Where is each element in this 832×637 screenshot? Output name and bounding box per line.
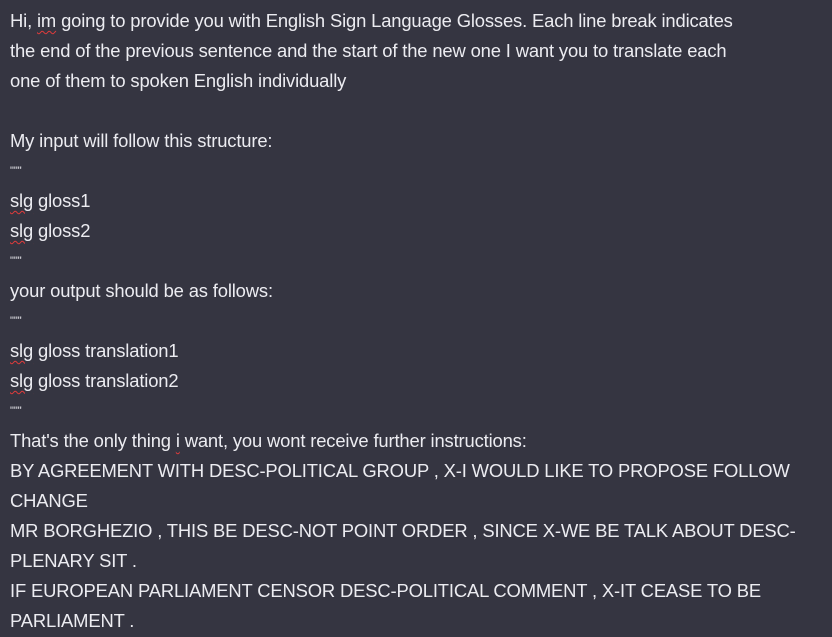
- input-gloss-line-2: [10, 216, 825, 246]
- misspelled-word-slg[interactable]: slg: [10, 220, 34, 241]
- gloss-line: CHANGE: [10, 490, 88, 511]
- gloss-line: PLENARY SIT .: [10, 550, 137, 571]
- output-line-1: [10, 336, 825, 366]
- greeting-prefix: Hi,: [10, 10, 37, 31]
- output-line-1-text: gloss translation1: [33, 340, 179, 361]
- blank-line: [10, 96, 825, 126]
- misspelled-word-slg[interactable]: slg: [10, 340, 34, 361]
- misspelled-word-slg[interactable]: slg: [10, 370, 34, 391]
- misspelled-word-slg[interactable]: slg: [10, 190, 34, 211]
- intro-line-1-rest: going to provide you with English Sign Language Glosses. Each line break indicates: [56, 10, 733, 31]
- output-line-2-text: gloss translation2: [33, 370, 179, 391]
- input-gloss-2-text: gloss2: [33, 220, 91, 241]
- gloss-line: BY AGREEMENT WITH DESC-POLITICAL GROUP , X-I WOULD LIKE TO PROPOSE FOLLOW: [10, 460, 790, 481]
- quote-marker: """: [10, 255, 22, 267]
- output-label: your output should be as follows:: [10, 280, 273, 301]
- input-gloss-1-text: gloss1: [33, 190, 91, 211]
- closing-suffix: want, you wont receive further instructions:: [179, 430, 527, 451]
- intro-line-2: the end of the previous sentence and the start of the new one I want you to translate each: [10, 40, 727, 61]
- input-gloss-line-1: [10, 186, 825, 216]
- misspelled-word-im[interactable]: im: [37, 10, 57, 31]
- misspelled-word-i[interactable]: i: [175, 430, 180, 451]
- gloss-line: MR BORGHEZIO , THIS BE DESC-NOT POINT ORDER , SINCE X-WE BE TALK ABOUT DESC-: [10, 520, 796, 541]
- closing-prefix: That's the only thing: [10, 430, 176, 451]
- user-message: [10, 6, 825, 636]
- gloss-line: IF EUROPEAN PARLIAMENT CENSOR DESC-POLITICAL COMMENT , X-IT CEASE TO BE: [10, 580, 762, 601]
- output-line-2: [10, 366, 825, 396]
- quote-marker: """: [10, 405, 22, 417]
- input-structure-label: My input will follow this structure:: [10, 130, 273, 151]
- quote-marker: """: [10, 165, 22, 177]
- intro-line-1: [10, 6, 825, 36]
- intro-line-3: one of them to spoken English individually: [10, 70, 347, 91]
- closing-line: [10, 426, 825, 456]
- gloss-line: PARLIAMENT .: [10, 610, 135, 631]
- quote-marker: """: [10, 315, 22, 327]
